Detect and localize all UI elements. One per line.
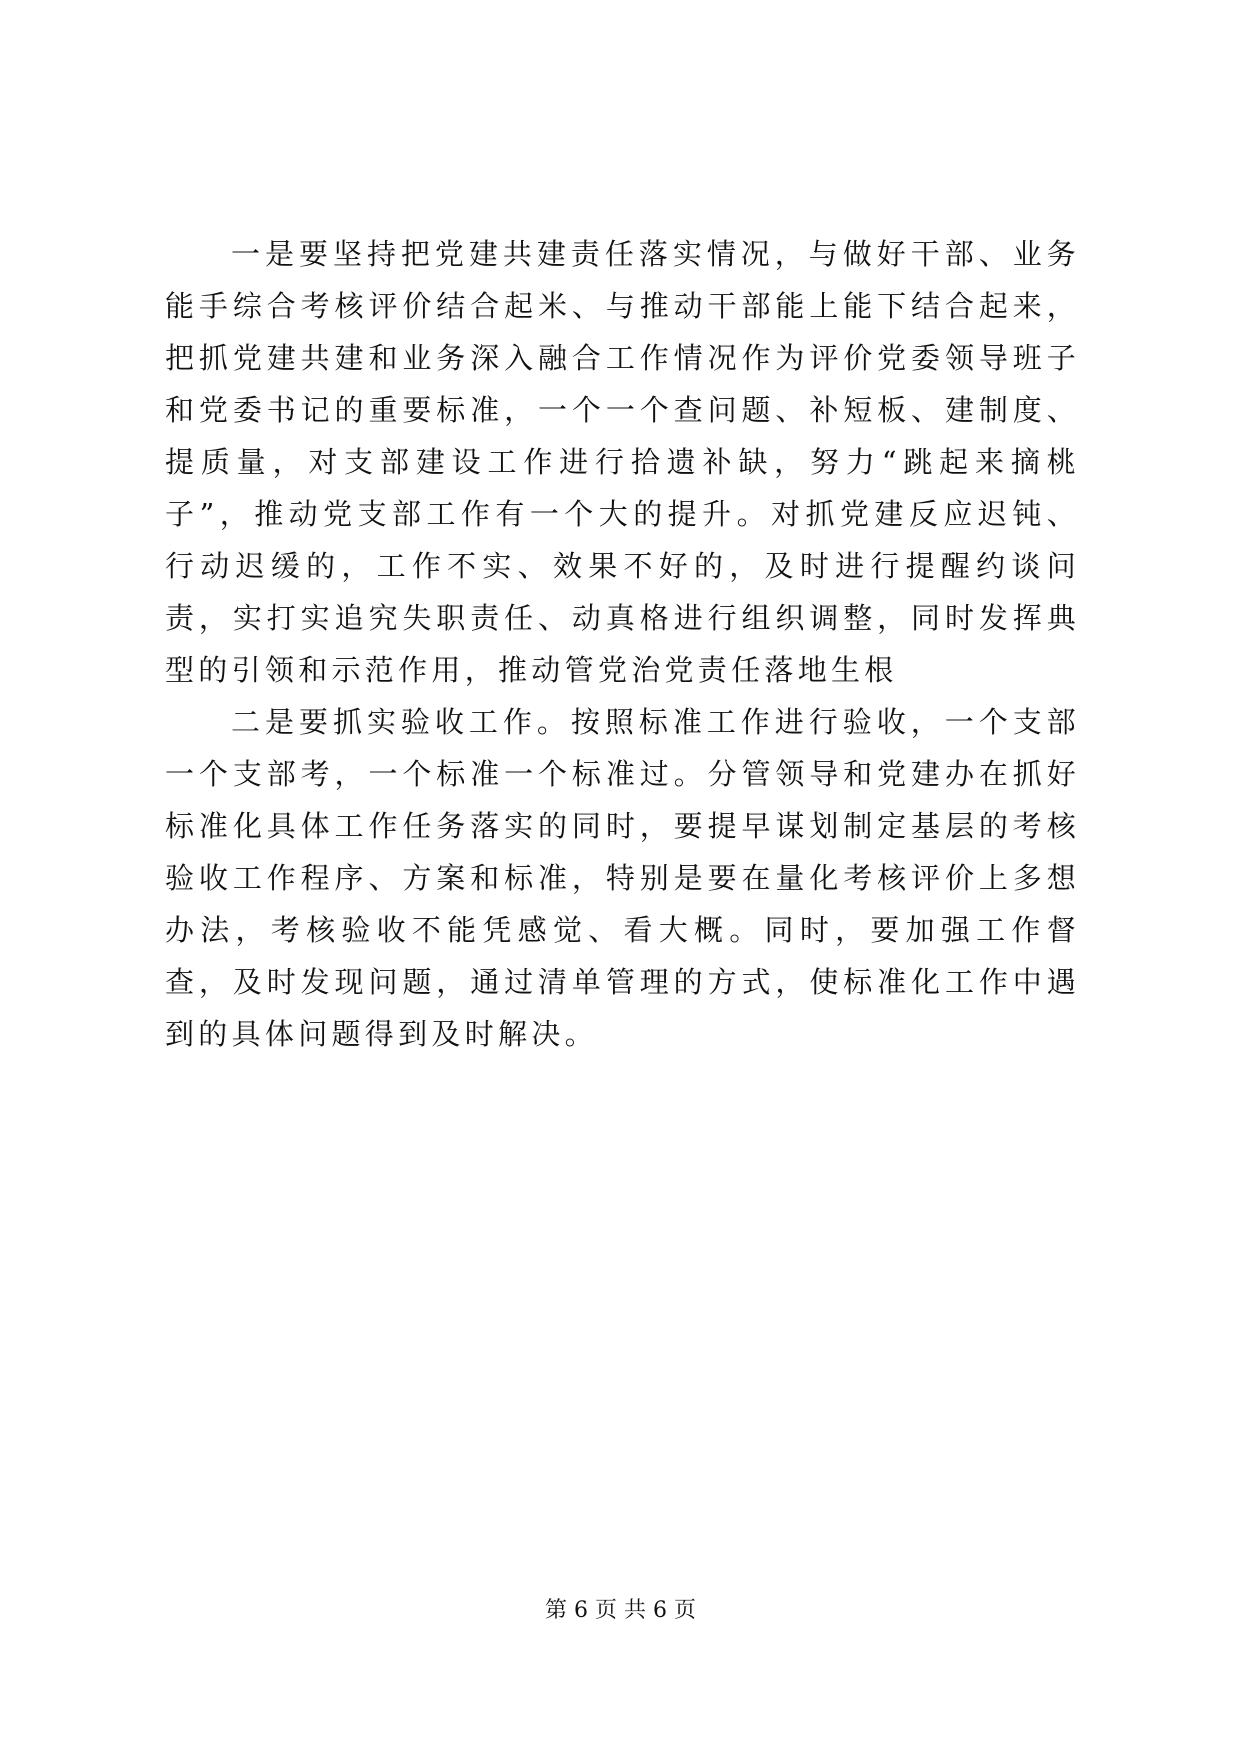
paragraph-2: 二是要抓实验收工作。按照标准工作进行验收，一个支部一个支部考，一个标准一个标准过。分管领导和党建办在抓好标准化具体工作任务落实的同时，要提早谋划制定基层的考核验收工作程序、方案和标准，特别是要在量化考核评价上多想办法，考核验收不能凭感觉、看大概。同时，要加强工作督查，及时发现问题，通过清单管理的方式，使标准化工作中遇到的具体问题得到及时解决。 — [165, 705, 1080, 1051]
document-body — [165, 228, 1080, 1060]
page-number-footer: 第 6 页 共 6 页 — [545, 1598, 696, 1623]
paragraph-1: 一是要坚持把党建共建责任落实情况，与做好干部、业务能手综合考核评价结合起米、与推动干部能上能下结合起来，把抓党建共建和业务深入融合工作情况作为评价党委领导班子和党委书记的重要标准，一个一个查问题、补短板、建制度、提质量，对支部建设工作进行拾遗补缺，努力“跳起来摘桃子”，推动党支部工作有一个大的提升。对抓党建反应迟钝、行动迟缓的，工作不实、效果不好的，及时进行提醒约谈问责，实打实追究失职责任、动真格进行组织调整，同时发挥典型的引领和示范作用，推动管党治党责任落地生根 — [165, 237, 1080, 687]
